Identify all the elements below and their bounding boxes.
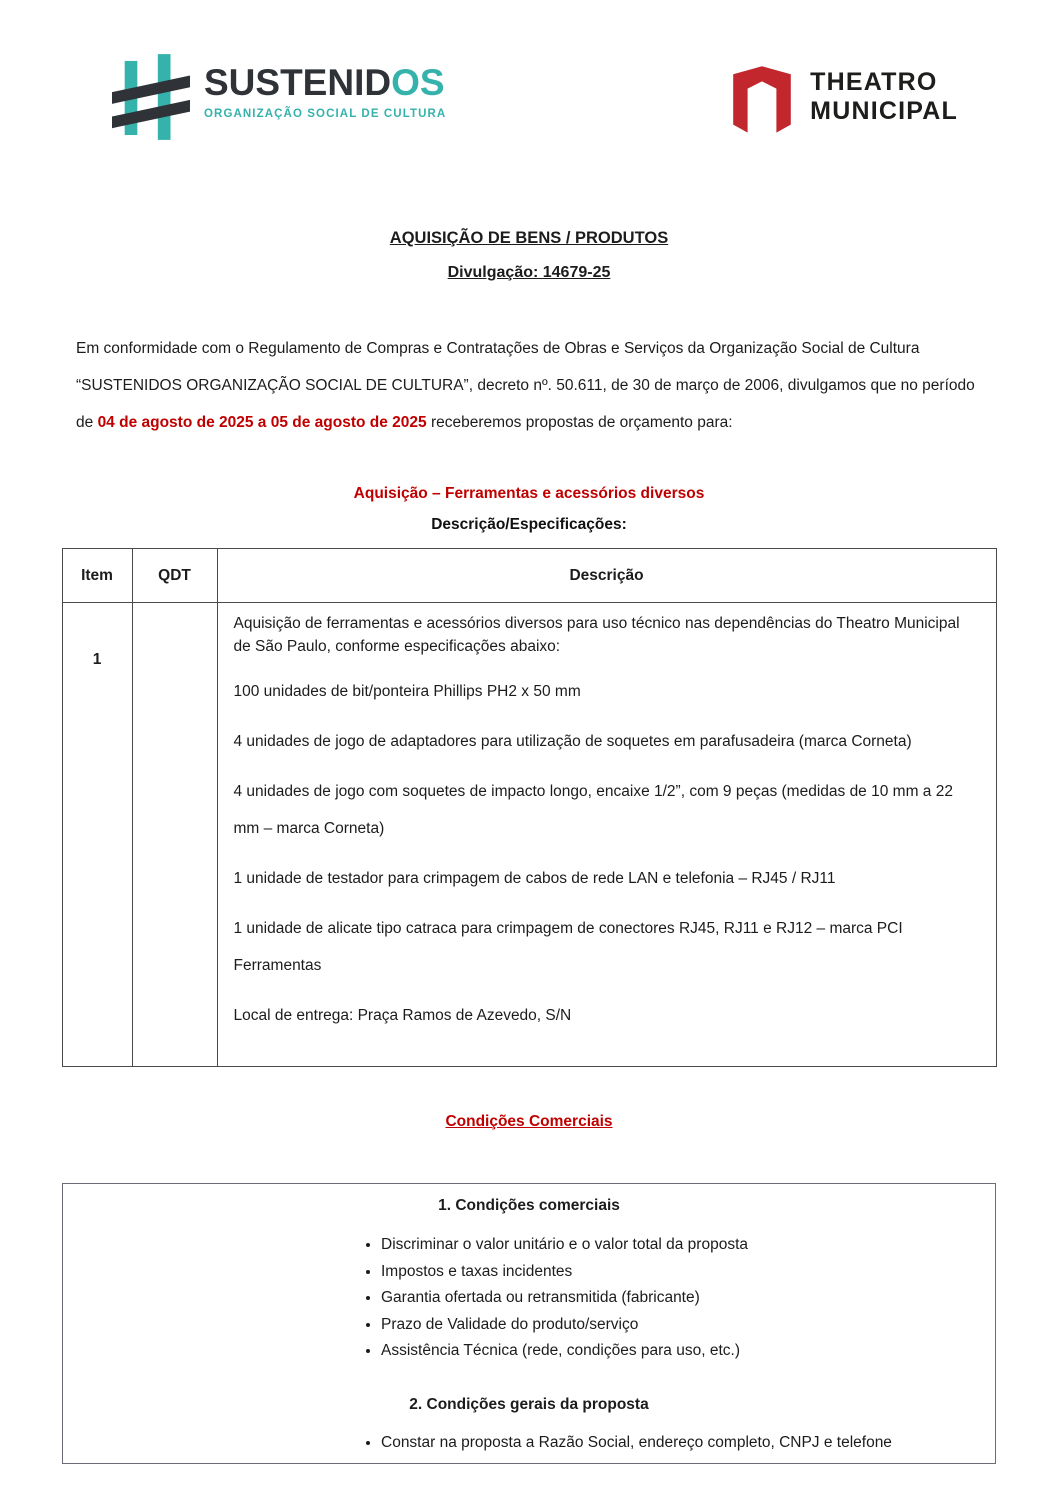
intro-text-2: receberemos propostas de orçamento para:: [426, 414, 733, 431]
description-cell: [217, 603, 996, 1067]
theatro-wordmark: [810, 58, 958, 126]
intro-text-1: Em conformidade com o Regulamento de Compras e Contratações de Obras e Serviços da Organização Social de Cultura “SUSTENIDOS ORGANIZAÇÃO SOCIAL DE CULTURA”, decreto nº. 50.611, de 30 de março de 2006, divulgamos que no período de: [76, 340, 975, 431]
document-title: AQUISIÇÃO DE BENS / PRODUTOS: [389, 229, 669, 247]
acquisition-section-subtitle: Descrição/Especificações:: [431, 516, 627, 533]
item-number-cell: 1: [62, 603, 132, 1067]
description-paragraph: Local de entrega: Praça Ramos de Azevedo, S/N: [233, 1007, 572, 1024]
sustenidos-name: SUSTENIDOS: [204, 62, 445, 103]
sustenidos-hash-icon: [112, 52, 190, 147]
sustenidos-logo: [112, 52, 446, 147]
document-subtitle: Divulgação: 14679-25: [447, 264, 611, 281]
spec-table-header-row: [62, 549, 996, 603]
column-header-qdt: QDT: [132, 549, 217, 603]
theatro-arch-icon: [730, 58, 794, 145]
spec-table-row: [62, 603, 996, 1067]
bullet-item: • Prazo de Validade do produto/serviço: [381, 1312, 995, 1339]
qdt-cell: [132, 603, 217, 1067]
spec-table: [62, 548, 997, 1067]
conditions-box: [62, 1183, 996, 1464]
description-paragraph: 100 unidades de bit/ponteira Phillips PH2 x 50 mm: [233, 683, 581, 700]
description-paragraph: 1 unidade de alicate tipo catraca para crimpagem de conectores RJ45, RJ11 e RJ12 – marca PCI Ferramentas: [233, 920, 903, 974]
conditions-bullet-list-2: [63, 1430, 995, 1457]
theatro-line1: THEATRO: [810, 68, 938, 96]
theatro-municipal-logo: [730, 58, 958, 145]
theatro-line2: MUNICIPAL: [810, 97, 958, 125]
intro-date-highlight: 04 de agosto de 2025 a 05 de agosto de 2025: [97, 414, 427, 431]
conditions-heading-2: 2. Condições gerais da proposta: [409, 1395, 649, 1413]
acquisition-section-title: Aquisição – Ferramentas e acessórios diversos: [353, 485, 705, 502]
description-paragraph: 1 unidade de testador para crimpagem de cabos de rede LAN e telefonia – RJ45 / RJ11: [233, 870, 836, 887]
bullet-item: • Discriminar o valor unitário e o valor total da proposta: [381, 1232, 995, 1259]
description-paragraph: 4 unidades de jogo de adaptadores para utilização de soquetes em parafusadeira (marca Corneta): [233, 733, 912, 750]
header: [0, 0, 1058, 147]
bullet-item: • Garantia ofertada ou retransmitida (fabricante): [381, 1285, 995, 1312]
sustenidos-name-accent: OS: [391, 62, 445, 103]
conditions-title: Condições Comerciais: [445, 1113, 613, 1130]
intro-paragraph: [76, 330, 986, 441]
conditions-bullet-list-1: [63, 1232, 995, 1365]
description-paragraph: 4 unidades de jogo com soquetes de impacto longo, encaixe 1/2”, com 9 peças (medidas de 10 mm a 22 mm – marca Corneta): [233, 783, 953, 837]
bullet-item: • Constar na proposta a Razão Social, endereço completo, CNPJ e telefone: [381, 1430, 995, 1457]
sustenidos-subtitle: ORGANIZAÇÃO SOCIAL DE CULTURA: [204, 108, 447, 120]
column-header-item: Item: [62, 549, 132, 603]
description-paragraph: Aquisição de ferramentas e acessórios diversos para uso técnico nas dependências do Theatro Municipal de São Paulo, conforme especificações abaixo:: [233, 615, 960, 655]
sustenidos-wordmark: [204, 52, 446, 120]
bullet-item: • Impostos e taxas incidentes: [381, 1259, 995, 1286]
conditions-heading-1: 1. Condições comerciais: [438, 1197, 620, 1214]
bullet-item: • Assistência Técnica (rede, condições para uso, etc.): [381, 1338, 995, 1365]
column-header-descricao: Descrição: [217, 549, 996, 603]
